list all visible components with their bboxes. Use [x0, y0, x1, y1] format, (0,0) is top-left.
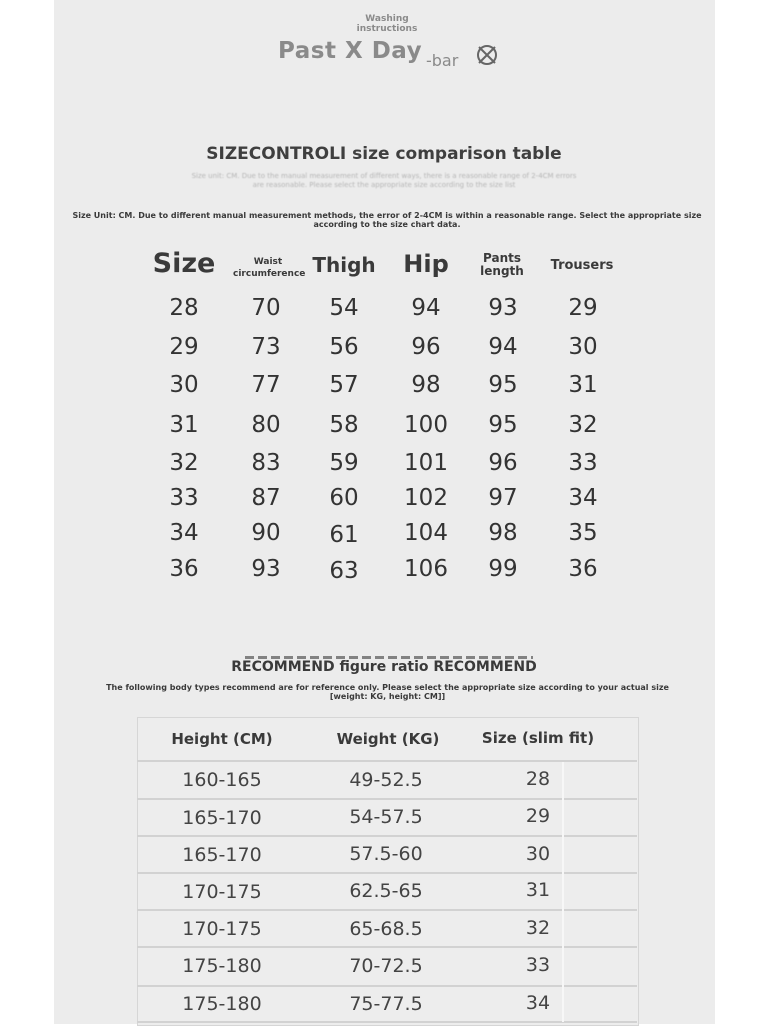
- column-header-trousers: Trousers: [550, 258, 614, 273]
- recommend-title: RECOMMEND figure ratio RECOMMEND: [231, 659, 537, 675]
- table-cell: 49-52.5: [349, 769, 423, 791]
- table-cell: 30: [169, 372, 199, 398]
- table-cell: 31: [169, 412, 199, 438]
- table-cell: 61: [329, 522, 359, 548]
- table-cell: 32: [169, 450, 199, 476]
- table-cell: 93: [251, 556, 281, 582]
- table-cell: 29: [525, 805, 551, 827]
- bar-label: -bar: [426, 51, 459, 70]
- column-header-hip: Hip: [403, 250, 449, 278]
- table-cell: 70: [251, 295, 281, 321]
- table-cell: 57.5-60: [349, 843, 423, 865]
- table-cell: 104: [404, 520, 448, 546]
- column-header-thigh: Thigh: [312, 253, 376, 277]
- column-header-weight: Weight (KG): [336, 730, 440, 748]
- table-cell: 100: [404, 412, 448, 438]
- washing-instructions-label: Washing instructions: [356, 14, 418, 34]
- do-not-wash-icon: [474, 41, 500, 69]
- table-cell: 165-170: [182, 807, 262, 829]
- size-unit-note: Size Unit: CM. Due to different manual measurement methods, the error of 2-4CM is within a reasonable range. Select the appropriate size according to the size chart data.: [72, 211, 702, 229]
- table-cell: 96: [411, 334, 441, 360]
- table-cell: 29: [169, 334, 199, 360]
- table-cell: 29: [568, 295, 598, 321]
- table-cell: 70-72.5: [349, 955, 423, 977]
- table-cell: 33: [525, 954, 551, 976]
- table-cell: 99: [488, 556, 518, 582]
- column-header-waist: Waist circumference: [233, 257, 306, 279]
- table-cell: 101: [404, 450, 448, 476]
- table-cell: 58: [329, 412, 359, 438]
- table-cell: 75-77.5: [349, 993, 423, 1015]
- blurred-note-line: are reasonable. Please select the appropriate size according to the size list: [252, 181, 516, 189]
- table-cell: 73: [251, 334, 281, 360]
- table-cell: 32: [525, 917, 551, 939]
- table-cell: 28: [525, 768, 551, 790]
- table-cell: 98: [488, 520, 518, 546]
- column-header-size-slim-fit: Size (slim fit): [481, 729, 595, 747]
- table-cell: 83: [251, 450, 281, 476]
- table-cell: 77: [251, 372, 281, 398]
- table-cell: 63: [329, 558, 359, 584]
- table-cell: 60: [329, 485, 359, 511]
- table-cell: 28: [169, 295, 199, 321]
- blurred-note-line: Size unit: CM. Due to the manual measurement of different ways, there is a reasonable range of 2-4CM errors: [191, 172, 577, 180]
- table-cell: 34: [525, 992, 551, 1014]
- table-cell: 170-175: [182, 881, 262, 903]
- table-cell: 175-180: [182, 955, 262, 977]
- table-cell: 54-57.5: [349, 806, 423, 828]
- size-table-title: SIZECONTROLI size comparison table: [206, 144, 562, 164]
- column-header-size: Size: [152, 248, 216, 279]
- table-cell: 170-175: [182, 918, 262, 940]
- table-cell: 54: [329, 295, 359, 321]
- table-cell: 160-165: [182, 769, 262, 791]
- recommend-note: The following body types recommend are for reference only. Please select the appropriate size according to your actual size [weight: KG, height: CM]]: [106, 683, 669, 701]
- table-cell: 94: [488, 334, 518, 360]
- table-cell: 102: [404, 485, 448, 511]
- table-cell: 36: [169, 556, 199, 582]
- table-cell: 30: [525, 843, 551, 865]
- table-cell: 62.5-65: [349, 880, 423, 902]
- table-cell: 35: [568, 520, 598, 546]
- table-cell: 36: [568, 556, 598, 582]
- table-cell: 57: [329, 372, 359, 398]
- table-cell: 106: [404, 556, 448, 582]
- column-header-pants-length: Pants length: [480, 251, 524, 278]
- table-cell: 56: [329, 334, 359, 360]
- table-cell: 33: [169, 485, 199, 511]
- table-cell: 96: [488, 450, 518, 476]
- table-cell: 94: [411, 295, 441, 321]
- table-cell: 32: [568, 412, 598, 438]
- table-cell: 59: [329, 450, 359, 476]
- table-cell: 31: [525, 879, 551, 901]
- table-cell: 87: [251, 485, 281, 511]
- table-cell: 165-170: [182, 844, 262, 866]
- table-cell: 98: [411, 372, 441, 398]
- past-x-day-label: Past X Day: [278, 38, 423, 64]
- table-cell: 90: [251, 520, 281, 546]
- table-cell: 95: [488, 372, 518, 398]
- table-cell: 31: [568, 372, 598, 398]
- table-cell: 34: [568, 485, 598, 511]
- table-cell: 175-180: [182, 993, 262, 1015]
- column-header-height: Height (CM): [171, 730, 273, 748]
- table-cell: 34: [169, 520, 199, 546]
- table-cell: 30: [568, 334, 598, 360]
- table-cell: 97: [488, 485, 518, 511]
- table-cell: 33: [568, 450, 598, 476]
- table-cell: 93: [488, 295, 518, 321]
- table-cell: 95: [488, 412, 518, 438]
- table-cell: 65-68.5: [349, 918, 423, 940]
- table-cell: 80: [251, 412, 281, 438]
